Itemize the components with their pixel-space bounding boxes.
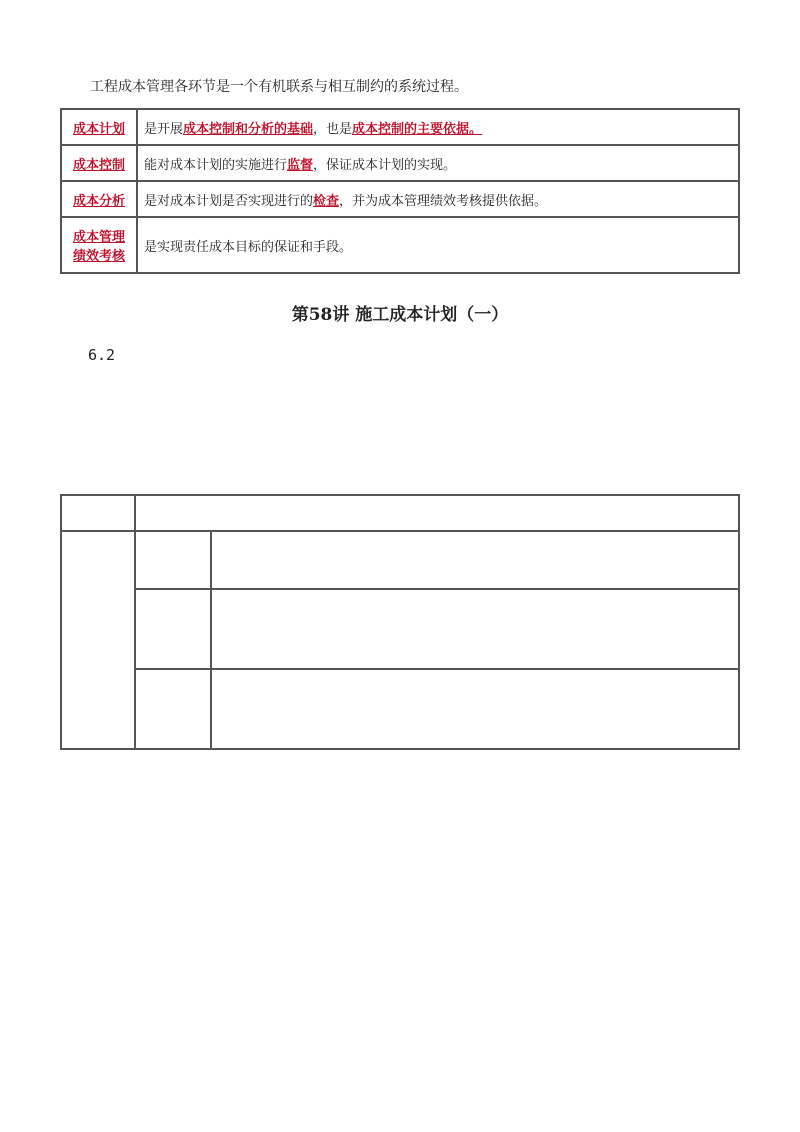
group-cell	[60, 530, 136, 750]
table-row	[61, 217, 739, 273]
term-cell	[61, 181, 137, 217]
content-cell	[210, 588, 740, 670]
term-cell	[61, 109, 137, 145]
desc-cell	[137, 181, 739, 217]
desc-cell	[137, 109, 739, 145]
desc-highlight: 检查	[313, 193, 340, 209]
term-label: 绩效考核	[72, 249, 125, 264]
term-cell	[61, 145, 137, 181]
sub-cell	[134, 588, 212, 670]
table-row	[61, 181, 739, 217]
page-title: 第58讲 施工成本计划（一）	[291, 305, 509, 325]
header-cell	[60, 494, 136, 532]
desc-text: 是对成本计划是否实现进行的	[144, 193, 314, 209]
desc-text: ，也是	[313, 121, 353, 137]
desc-highlight: 成本控制和分析的基础	[183, 121, 314, 137]
desc-text: ，保证成本计划的实现。	[313, 157, 457, 173]
content-cell	[210, 668, 740, 750]
header-cell	[134, 494, 740, 532]
desc-cell	[137, 217, 739, 273]
desc-cell	[137, 145, 739, 181]
term-label: 成本控制	[72, 157, 125, 173]
term-label: 成本管理	[72, 230, 125, 245]
intro-text: 工程成本管理各环节是一个有机联系与相互制约的系统过程。	[90, 79, 468, 95]
sub-cell	[134, 668, 212, 750]
term-cell	[61, 217, 137, 273]
desc-highlight: 成本控制的主要依据。	[352, 121, 483, 137]
cost-management-table	[60, 108, 740, 274]
sub-cell	[134, 530, 212, 590]
table-row	[61, 145, 739, 181]
desc-text: 是开展	[144, 121, 184, 137]
section-number: 6.2	[88, 346, 116, 364]
term-label: 成本分析	[72, 193, 125, 209]
table-row	[61, 109, 739, 145]
term-label: 成本计划	[72, 121, 125, 137]
content-cell	[210, 530, 740, 590]
desc-text: ，并为成本管理绩效考核提供依据。	[339, 193, 548, 209]
desc-text: 能对成本计划的实施进行	[144, 157, 288, 173]
desc-text: 是实现责任成本目标的保证和手段。	[144, 239, 353, 255]
desc-highlight: 监督	[287, 157, 314, 173]
